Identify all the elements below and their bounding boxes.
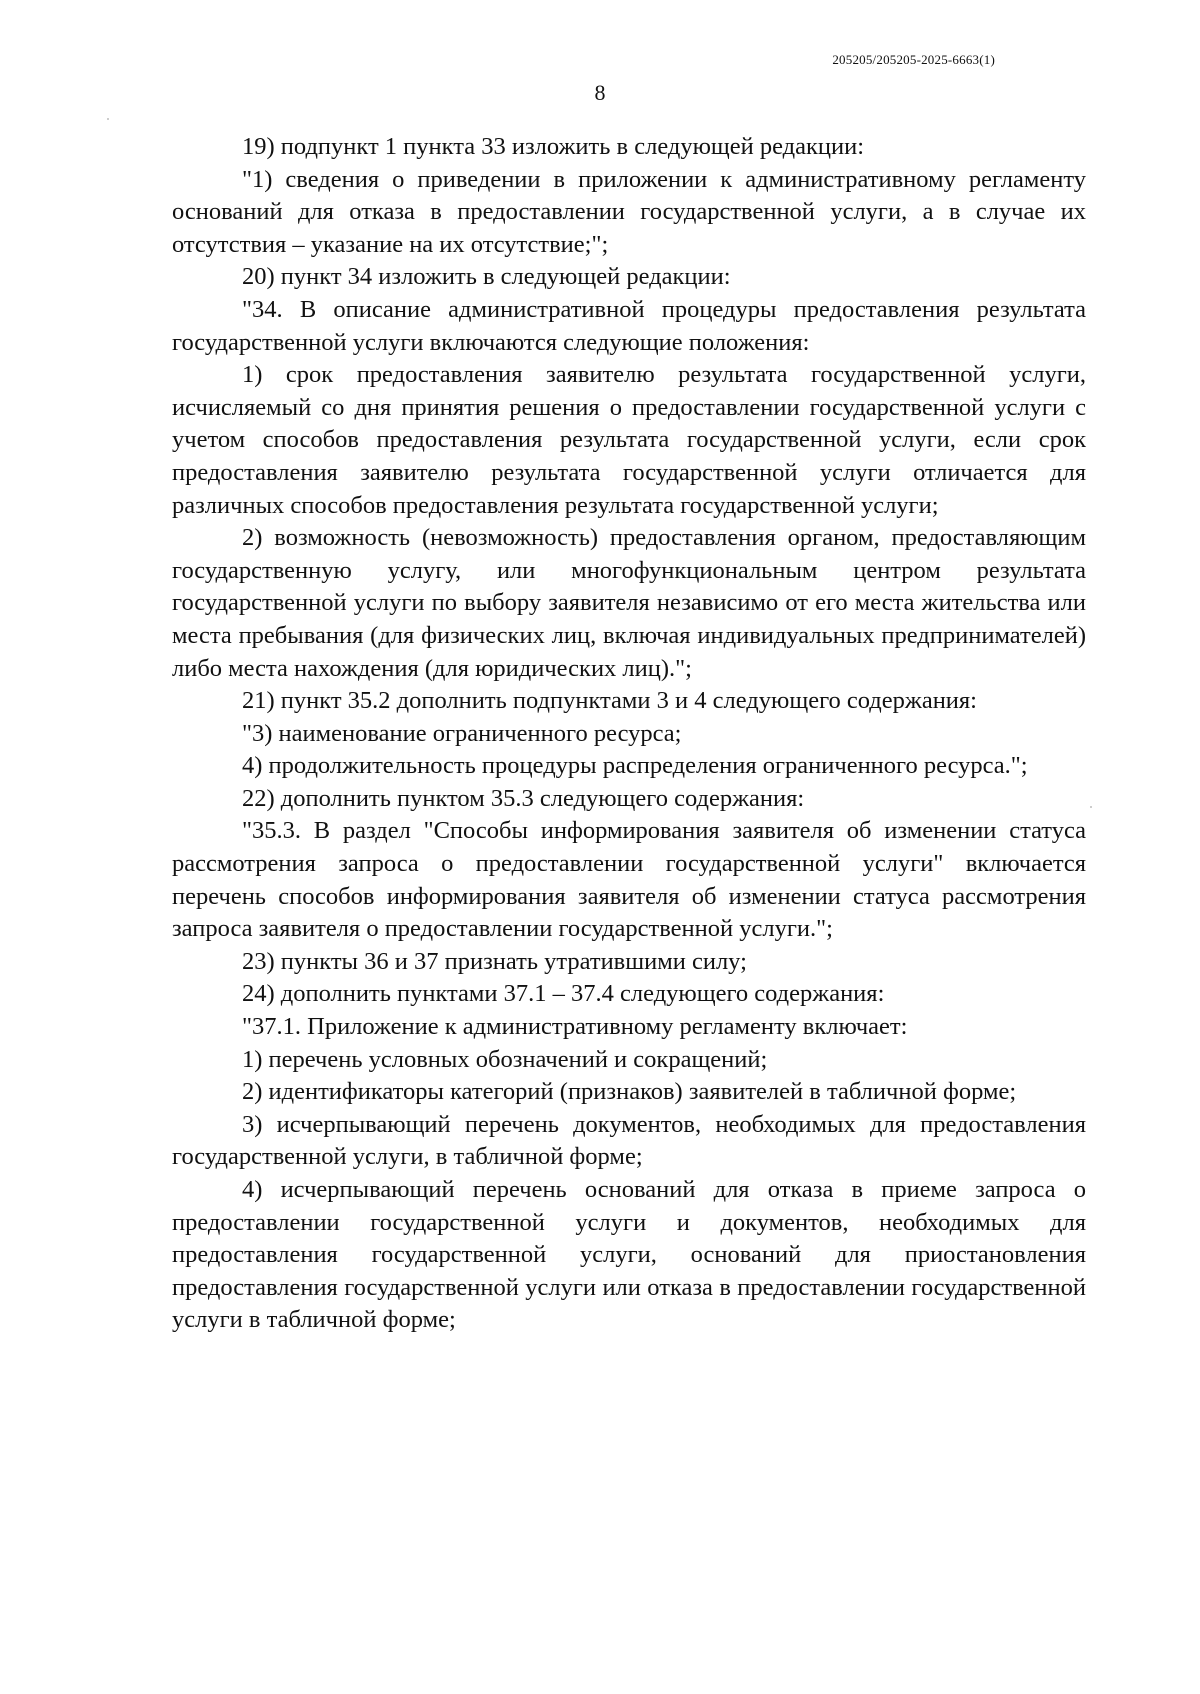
document-body <box>172 131 1086 1337</box>
paragraph-item-23: 23) пункты 36 и 37 признать утратившими силу; <box>242 947 747 975</box>
document-registration-number: 205205/205205-2025-6663(1) <box>832 52 995 67</box>
paragraph-appendix-1: 1) перечень условных обозначений и сокращений; <box>242 1045 768 1073</box>
paragraph-item-20-text: "34. В описание административной процедуры предоставления результата государственной услуги включаются следующие положения: <box>172 295 1086 356</box>
paragraph-subitem-3: "3) наименование ограниченного ресурса; <box>242 719 682 747</box>
scan-speck <box>107 118 109 120</box>
paragraph-appendix-2: 2) идентификаторы категорий (признаков) заявителей в табличной форме; <box>242 1078 1017 1106</box>
paragraph-item-24: 24) дополнить пунктами 37.1 – 37.4 следующего содержания: <box>242 980 885 1008</box>
scan-speck <box>1090 806 1092 808</box>
paragraph-item-22: 22) дополнить пунктом 35.3 следующего содержания: <box>242 784 805 812</box>
paragraph-item-19-text: "1) сведения о приведении в приложении к административному регламенту оснований для отказа в предоставлении государственной услуги, а в случае их отсутствия – указание на их отсутствие;"; <box>172 165 1086 258</box>
paragraph-item-21: 21) пункт 35.2 дополнить подпунктами 3 и 4 следующего содержания: <box>242 687 977 715</box>
paragraph-subitem-4: 4) продолжительность процедуры распределения ограниченного ресурса."; <box>242 752 1028 780</box>
paragraph-item-37-1: "37.1. Приложение к административному регламенту включает: <box>242 1013 908 1041</box>
paragraph-appendix-3: 3) исчерпывающий перечень документов, необходимых для предоставления государственной услуги, в табличной форме; <box>172 1110 1086 1171</box>
page-number: 8 <box>594 80 606 105</box>
paragraph-item-22-text: "35.3. В раздел "Способы информирования заявителя об изменении статуса рассмотрения запроса о предоставлении государственной услуги" включается перечень способов информирования заявителя об изменении статуса рассмотрения запроса заявителя о предоставлении государственной услуги."; <box>172 817 1086 943</box>
paragraph-subitem-1: 1) срок предоставления заявителю результата государственной услуги, исчисляемый со дня принятия решения о предоставлении государственной услуги с учетом способов предоставления результата государственной услуги, если срок предоставления заявителю результата государственной услуги отличается для различных способов предоставления результата государственной услуги; <box>172 361 1086 519</box>
paragraph-subitem-2: 2) возможность (невозможность) предоставления органом, предоставляющим государственную услугу, или многофункциональным центром результата государственной услуги по выбору заявителя независимо от его места жительства или места пребывания (для физических лиц, включая индивидуальных предпринимателей) либо места нахождения (для юридических лиц)."; <box>172 524 1086 682</box>
paragraph-item-19: 19) подпункт 1 пункта 33 изложить в следующей редакции: <box>242 133 865 160</box>
paragraph-item-20: 20) пункт 34 изложить в следующей редакции: <box>242 263 731 291</box>
paragraph-appendix-4: 4) исчерпывающий перечень оснований для отказа в приеме запроса о предоставлении государственной услуги и документов, необходимых для предоставления государственной услуги, оснований для приостановления предоставления государственной услуги или отказа в предоставлении государственной услуги в табличной форме; <box>172 1176 1086 1334</box>
